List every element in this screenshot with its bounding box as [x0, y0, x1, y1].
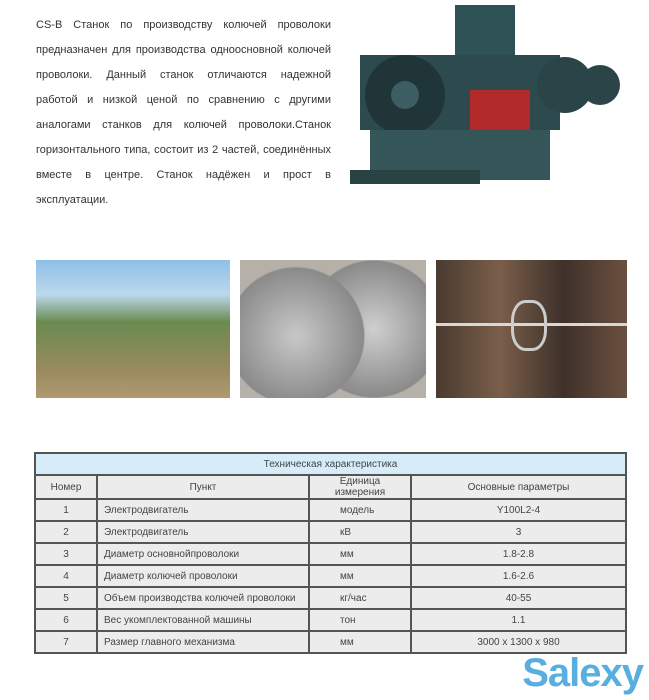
- cell-number: 7: [35, 631, 97, 653]
- barbed-wire-coils-photo: [240, 260, 426, 398]
- salexy-watermark: Salexy: [522, 651, 643, 695]
- cell-item: Электродвигатель: [97, 521, 309, 543]
- machine-image: [350, 0, 622, 200]
- header-number: Номер: [35, 475, 97, 499]
- cell-param: 1.1: [411, 609, 626, 631]
- table-row: [35, 499, 626, 521]
- cell-param: 3: [411, 521, 626, 543]
- product-description: CS-B Станок по производству колючей проволоки предназначен для производства одноосновной колючей проволоки. Данный станок отличаются надежной работой и низкой ценой по сравнению с другими аналогами станков для колючей проволоки.Станок горизонтального типа, состоит из 2 частей, соединённых вместе в центре. Станок надёжен и прост в эксплуатации.: [36, 19, 331, 206]
- table-title: Техническая характеристика: [35, 453, 626, 475]
- cell-param: 1.6-2.6: [411, 565, 626, 587]
- cell-item: Электродвигатель: [97, 499, 309, 521]
- cell-item: Диаметр колючей проволоки: [97, 565, 309, 587]
- table-row: [35, 587, 626, 609]
- cell-unit: кг/час: [309, 587, 411, 609]
- cell-unit: мм: [309, 565, 411, 587]
- header-item: Пункт: [97, 475, 309, 499]
- cell-number: 5: [35, 587, 97, 609]
- cell-unit: модель: [309, 499, 411, 521]
- cell-param: 3000 x 1300 x 980: [411, 631, 626, 653]
- cell-param: 40-55: [411, 587, 626, 609]
- table-row: [35, 609, 626, 631]
- table-row: [35, 565, 626, 587]
- cell-param: Y100L2-4: [411, 499, 626, 521]
- barbed-wire-closeup-photo: [436, 260, 627, 398]
- cell-param: 1.8-2.8: [411, 543, 626, 565]
- fence-photo: [36, 260, 230, 398]
- cell-unit: тон: [309, 609, 411, 631]
- cell-number: 6: [35, 609, 97, 631]
- cell-unit: кВ: [309, 521, 411, 543]
- cell-item: Вес укомплектованной машины: [97, 609, 309, 631]
- cell-item: Диаметр основнойпроволоки: [97, 543, 309, 565]
- cell-number: 1: [35, 499, 97, 521]
- table-row: [35, 631, 626, 653]
- header-params: Основные параметры: [411, 475, 626, 499]
- specs-table: [34, 452, 627, 654]
- cell-unit: мм: [309, 543, 411, 565]
- table-row: [35, 521, 626, 543]
- table-row: [35, 543, 626, 565]
- cell-item: Объем производства колючей проволоки: [97, 587, 309, 609]
- cell-item: Размер главного механизма: [97, 631, 309, 653]
- cell-unit: мм: [309, 631, 411, 653]
- header-unit: Единица измерения: [309, 475, 411, 499]
- cell-number: 3: [35, 543, 97, 565]
- cell-number: 2: [35, 521, 97, 543]
- cell-number: 4: [35, 565, 97, 587]
